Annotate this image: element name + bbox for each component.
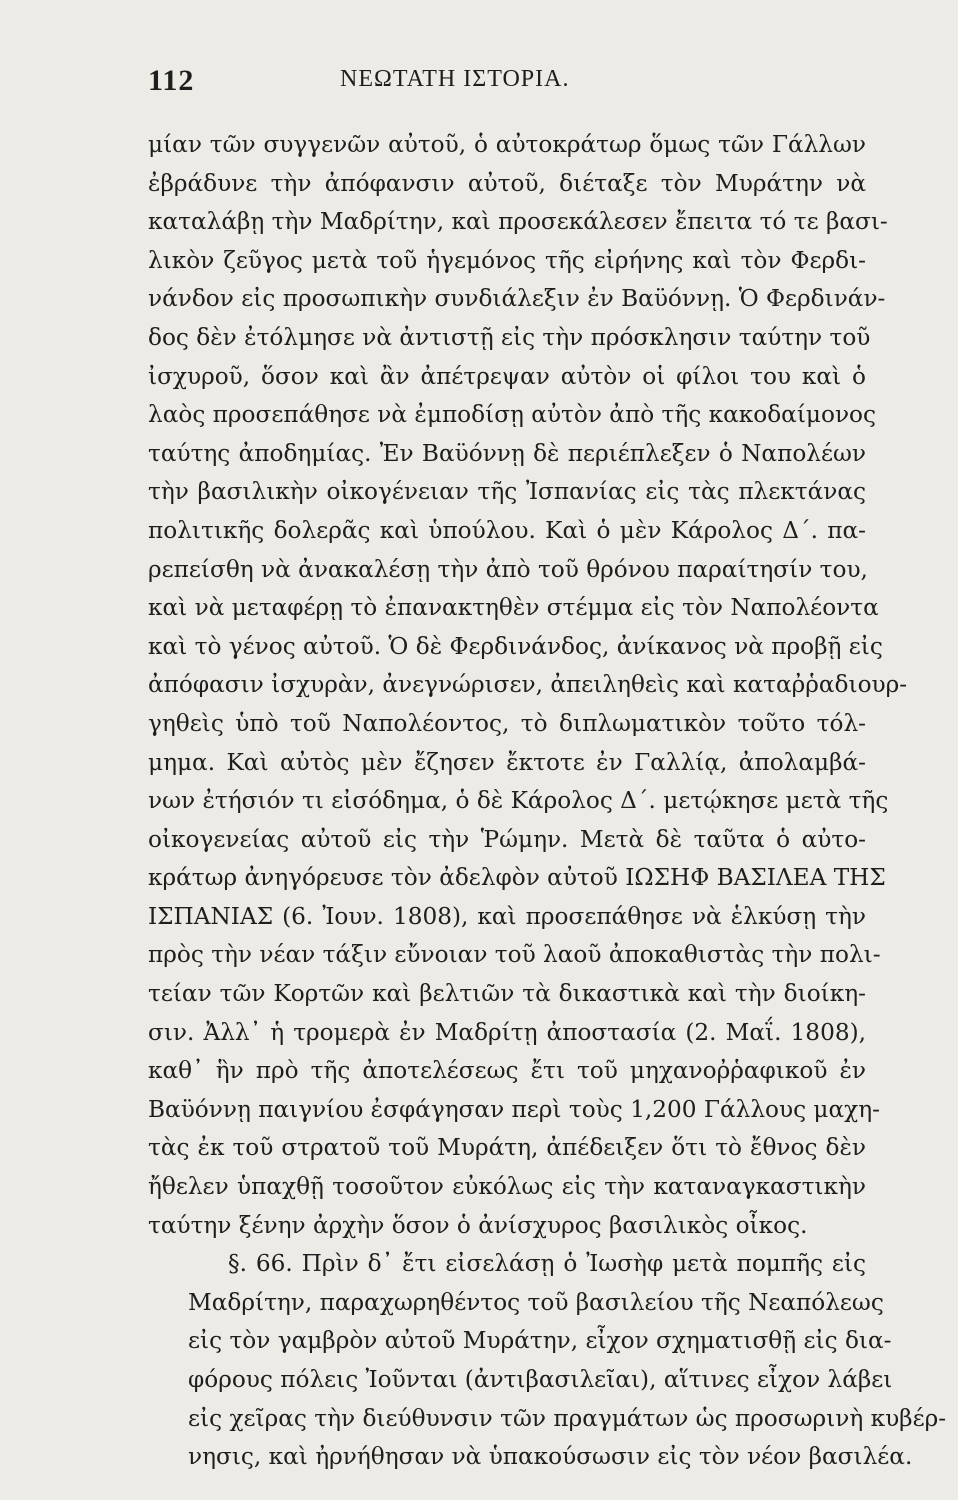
text-line: §. 66. Πρὶν δ᾽ ἔτι εἰσελάσῃ ὁ Ἰωσὴφ μετὰ πομπῆς εἰς [228, 1250, 866, 1278]
text-line: τὴν βασιλικὴν οἰκογένειαν τῆς Ἰσπανίας εἰς τὰς πλεκτάνας [148, 478, 866, 506]
text-line: τείαν τῶν Κορτῶν καὶ βελτιῶν τὰ δικαστικὰ καὶ τὴν διοίκη- [148, 980, 866, 1008]
text-line: ΙΣΠΑΝΙΑΣ (6. Ἰουν. 1808), καὶ προσεπάθησε νὰ ἑλκύσῃ τὴν [148, 902, 866, 930]
text-line: ἤθελεν ὑπαχθῇ τοσοῦτον εὐκόλως εἰς τὴν καταναγκαστικὴν [148, 1173, 866, 1201]
text-line: τὰς ἐκ τοῦ στρατοῦ τοῦ Μυράτη, ἀπέδειξεν ὅτι τὸ ἔθνος δὲν [148, 1134, 866, 1162]
text-line: εἰς τὸν γαμβρὸν αὐτοῦ Μυράτην, εἶχον σχηματισθῇ εἰς δια- [188, 1327, 892, 1355]
text-line: καὶ τὸ γένος αὐτοῦ. Ὁ δὲ Φερδινάνδος, ἀνίκανος νὰ προβῇ εἰς [148, 632, 883, 660]
text-line: σιν. Ἀλλ᾽ ἡ τρομερὰ ἐν Μαδρίτῃ ἀποστασία (2. Μαΐ. 1808), [148, 1018, 866, 1046]
text-line: Βαϋόννῃ παιγνίου ἐσφάγησαν περὶ τοὺς 1,200 Γάλλους μαχη- [148, 1095, 880, 1123]
body-text [148, 126, 947, 1477]
text-line: γηθεὶς ὑπὸ τοῦ Ναπολέοντος, τὸ διπλωματικὸν τοῦτο τόλ- [148, 709, 866, 737]
text-line: καθ᾽ ἣν πρὸ τῆς ἀποτελέσεως ἔτι τοῦ μηχανοῤῥαφικοῦ ἐν [148, 1057, 866, 1085]
text-line: λικὸν ζεῦγος μετὰ τοῦ ἡγεμόνος τῆς εἰρήνης καὶ τὸν Φερδι- [148, 246, 866, 274]
text-line: νησις, καὶ ἠρνήθησαν νὰ ὑπακούσωσιν εἰς τὸν νέον βασιλέα. [188, 1443, 913, 1471]
text-line: εἰς χεῖρας τὴν διεύθυνσιν τῶν πραγμάτων ὡς προσωρινὴ κυβέρ- [188, 1404, 947, 1432]
text-line: μίαν τῶν συγγενῶν αὐτοῦ, ὁ αὐτοκράτωρ ὅμως τῶν Γάλλων [148, 131, 866, 158]
page-number: 112 [148, 64, 195, 97]
text-line: λαὸς προσεπάθησε νὰ ἐμποδίσῃ αὐτὸν ἀπὸ τῆς κακοδαίμονος [148, 401, 876, 429]
text-line: ἀπόφασιν ἰσχυρὰν, ἀνεγνώρισεν, ἀπειληθεὶς καὶ καταῤῥαδιουρ- [148, 671, 908, 699]
text-line: φόρους πόλεις Ἰοῦνται (ἀντιβασιλεῖαι), αἵτινες εἶχον λάβει [188, 1366, 893, 1393]
text-line: καταλάβῃ τὴν Μαδρίτην, καὶ προσεκάλεσεν ἔπειτα τό τε βασι- [148, 208, 888, 236]
paragraph-2 [148, 1245, 947, 1477]
paragraph-1 [148, 126, 908, 1245]
text-line: νάνδον εἰς προσωπικὴν συνδιάλεξιν ἐν Βαϋόννῃ. Ὁ Φερδινάν- [148, 285, 886, 313]
text-line: μημα. Καὶ αὐτὸς μὲν ἔζησεν ἔκτοτε ἐν Γαλλίᾳ, ἀπολαμβά- [148, 748, 866, 776]
text-line: καὶ νὰ μεταφέρῃ τὸ ἐπανακτηθὲν στέμμα εἰς τὸν Ναπολέοντα [148, 594, 879, 622]
text-line: ρεπείσθη νὰ ἀνακαλέσῃ τὴν ἀπὸ τοῦ θρόνου παραίτησίν του, [148, 555, 868, 583]
text-line: ταύτην ξένην ἀρχὴν ὅσον ὁ ἀνίσχυρος βασιλικὸς οἶκος. [148, 1211, 808, 1239]
text-line: οἰκογενείας αὐτοῦ εἰς τὴν Ῥώμην. Μετὰ δὲ ταῦτα ὁ αὐτο- [148, 825, 866, 853]
text-line: Μαδρίτην, παραχωρηθέντος τοῦ βασιλείου τῆς Νεαπόλεως [188, 1288, 884, 1316]
text-line: ταύτης ἀποδημίας. Ἐν Βαϋόννῃ δὲ περιέπλεξεν ὁ Ναπολέων [148, 439, 866, 467]
text-line: ἰσχυροῦ, ὅσον καὶ ἂν ἀπέτρεψαν αὐτὸν οἱ φίλοι του καὶ ὁ [148, 362, 866, 390]
text-line: πολιτικῆς δολερᾶς καὶ ὑπούλου. Καὶ ὁ μὲν Κάρολος Δ΄. πα- [148, 516, 866, 544]
text-line: πρὸς τὴν νέαν τάξιν εὔνοιαν τοῦ λαοῦ ἀποκαθιστὰς τὴν πολι- [148, 941, 881, 969]
text-line: ἐβράδυνε τὴν ἀπόφανσιν αὐτοῦ, διέταξε τὸν Μυράτην νὰ [148, 169, 866, 197]
text-line: δος δὲν ἐτόλμησε νὰ ἀντιστῇ εἰς τὴν πρόσκλησιν ταύτην τοῦ [148, 323, 871, 351]
text-line: κράτωρ ἀνηγόρευσε τὸν ἀδελφὸν αὐτοῦ ΙΩΣΗΦ ΒΑΣΙΛΕΑ ΤΗΣ [148, 864, 886, 892]
running-title: ΝΕΩΤΑΤΗ ΙΣΤΟΡΙΑ. [340, 66, 570, 92]
text-line: νων ἐτήσιόν τι εἰσόδημα, ὁ δὲ Κάρολος Δ΄. μετῴκησε μετὰ τῆς [148, 787, 889, 815]
running-head [148, 58, 866, 104]
